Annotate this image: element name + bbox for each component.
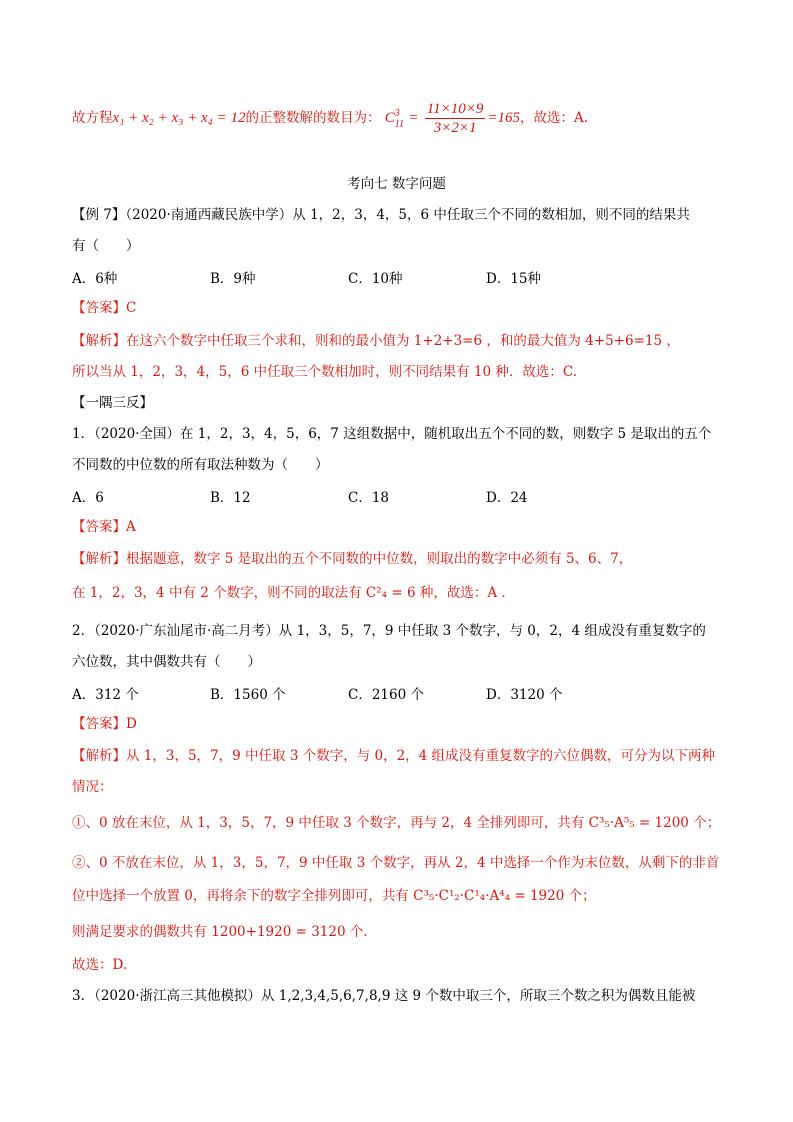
q2-option-b: B．1560 个 <box>210 687 286 703</box>
q2-option-c: C．2160 个 <box>348 687 424 703</box>
combo-symbol: C <box>384 110 395 126</box>
example7-option-d: D．15种 <box>486 271 542 287</box>
fraction-denominator: 3×2×1 <box>433 120 477 136</box>
example7-analysis2: 所以当从 1，2，3，4，5，6 中任取三个数相加时，则不同结果有 10 种．故选：C. <box>72 364 578 380</box>
q1-answer: 【答案】A <box>72 519 136 535</box>
example7-option-c: C．10种 <box>348 271 403 287</box>
q2-total: 则满足要求的偶数共有 1200+1920 = 3120 个. <box>72 924 368 940</box>
q1-option-d: D．24 <box>486 490 528 506</box>
q1-option-c: C．18 <box>348 490 390 506</box>
example7-line1: 【例 7】（2020·南通西藏民族中学）从 1，2，3，4，5，6 中任取三个不同的数相加，则不同的结果共 <box>72 207 690 223</box>
q2-option-a: A．312 个 <box>72 687 139 703</box>
intro-fraction <box>425 100 486 137</box>
q1-line2: 不同数的中位数的所有取法种数为（ ） <box>72 457 329 473</box>
section-title: 考向七 数字问题 <box>347 176 446 192</box>
practice-header: 【一隅三反】 <box>72 395 153 411</box>
intro-pre: 故方程 <box>72 110 113 126</box>
example7-option-b: B．9种 <box>210 271 256 287</box>
combo-sub: 11 <box>394 118 405 130</box>
q2-analysis1: 【解析】从 1，3，5，7，9 中任取 3 个数字，与 0，2，4 组成没有重复数字的六位偶数，可分为以下两种 <box>72 748 716 764</box>
q2-answer: 【答案】D <box>72 716 137 732</box>
example7-option-a: A．6种 <box>72 271 118 287</box>
intro-combination <box>384 107 405 130</box>
combo-sup: 3 <box>394 107 400 119</box>
q1-option-a: A．6 <box>72 490 104 506</box>
q2-analysis2: 情况： <box>72 779 113 795</box>
q1-analysis2: 在 1，2，3，4 中有 2 个数字，则不同的取法有 C²₄ = 6 种，故选：A . <box>72 585 506 601</box>
fraction-numerator: 11×10×9 <box>426 101 484 117</box>
intro-result: =165 <box>487 110 521 126</box>
q2-case2a: ②、0 不放在末位，从 1，3，5，7，9 中任取 3 个数字，再从 2，4 中选择一个作为末位数，从剩下的非首 <box>72 855 720 871</box>
q2-case1: ①、0 放在末位，从 1，3，5，7，9 中任取 3 个数字，再与 2，4 全排列即可，共有 C³₅·A⁵₅ = 1200 个； <box>72 815 721 831</box>
q2-case2b: 位中选择一个放置 0，再将余下的数字全排列即可，共有 C³₅·C¹₂·C¹₄·A⁴₄ = 1920 个； <box>72 888 596 904</box>
intro-tail: ，故选：A. <box>520 110 589 126</box>
q2-option-d: D．3120 个 <box>486 687 563 703</box>
example7-answer: 【答案】C <box>72 300 137 316</box>
intro-mid: 的正整数解的数目为： <box>245 110 381 126</box>
q1-line1: 1．（2020·全国）在 1，2，3，4，5，6，7 这组数据中，随机取出五个不同的数，则数字 5 是取出的五个 <box>72 426 712 442</box>
intro-conclusion: 故方程x₁ + x₂ + x₃ + x₄ = 12的正整数解的数目为： C 3 11 = $\frac{11\times 10\times 9}{3\times 2\times 1}$ =165，故选：A. <box>72 101 589 136</box>
q2-line1: 2．（2020·广东汕尾市·高二月考）从 1，3，5，7，9 中任取 3 个数字，与 0，2，4 组成没有重复数字的 <box>72 623 706 639</box>
q1-option-b: B．12 <box>210 490 251 506</box>
q3-line1: 3．（2020·浙江高三其他模拟）从 1,2,3,4,5,6,7,8,9 这 9 个数中取三个，所取三个数之积为偶数且能被 <box>72 988 696 1004</box>
intro-equation: x₁ + x₂ + x₃ + x₄ = 12 <box>112 110 246 126</box>
q1-analysis1: 【解析】根据题意，数字 5 是取出的五个不同数的中位数，则取出的数字中必须有 5、6、7， <box>72 551 633 567</box>
q2-choose: 故选：D. <box>72 957 128 973</box>
example7-line2: 有（ ） <box>72 238 140 254</box>
example7-analysis1: 【解析】在这六个数字中任取三个求和，则和的最小值为 1+2+3=6 ，和的最大值为 4+5+6=15 ， <box>72 333 680 349</box>
q2-line2: 六位数，其中偶数共有（ ） <box>72 654 261 670</box>
